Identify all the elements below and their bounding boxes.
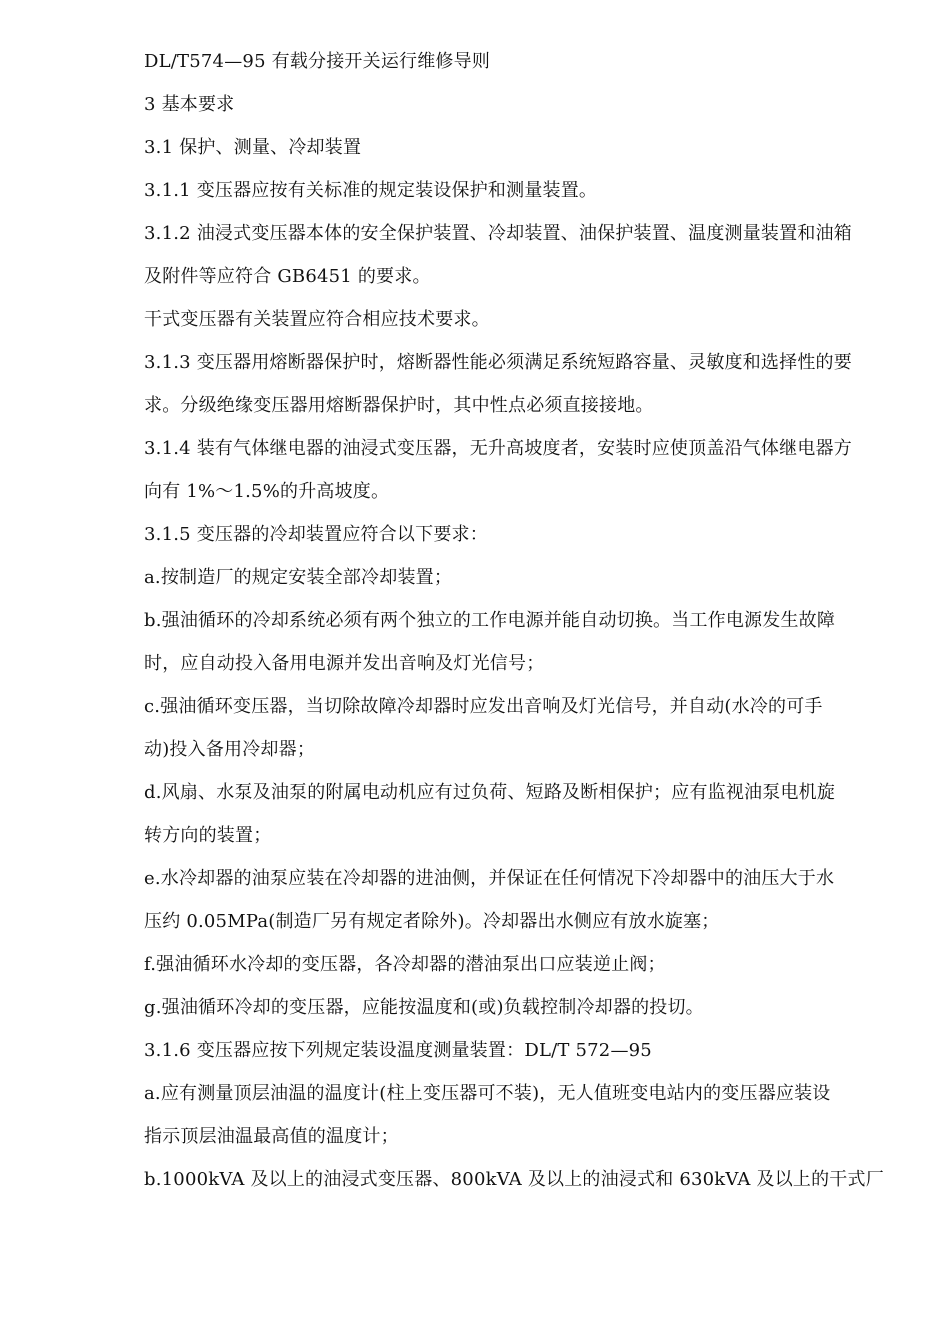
- list-item: b.1000kVA 及以上的油浸式变压器、800kVA 及以上的油浸式和 630kVA 及以上的干式厂: [144, 1169, 884, 1190]
- list-item: f.强油循环水冷却的变压器，各冷却器的潜油泵出口应装逆止阀；: [144, 954, 666, 975]
- list-item: g.强油循环冷却的变压器，应能按温度和(或)负载控制冷却器的投切。: [144, 997, 704, 1018]
- subsection-heading: 3.1 保护、测量、冷却装置: [144, 137, 362, 158]
- text-line: 3.1.3 变压器用熔断器保护时，熔断器性能必须满足系统短路容量、灵敏度和选择性的要: [144, 352, 852, 373]
- list-item: b.强油循环的冷却系统必须有两个独立的工作电源并能自动切换。当工作电源发生故障: [144, 610, 836, 631]
- text-line: 3.1.4 装有气体继电器的油浸式变压器，无升高坡度者，安装时应使顶盖沿气体继电器方: [144, 438, 852, 459]
- document-body: [144, 46, 884, 1207]
- document-title: DL/T574—95 有载分接开关运行维修导则: [144, 51, 491, 72]
- text-line: 求。分级绝缘变压器用熔断器保护时，其中性点必须直接接地。: [144, 395, 654, 416]
- text-line: 3.1.1 变压器应按有关标准的规定装设保护和测量装置。: [144, 180, 598, 201]
- list-item: 动)投入备用冷却器；: [144, 739, 316, 760]
- list-item: e.水冷却器的油泵应装在冷却器的进油侧，并保证在任何情况下冷却器中的油压大于水: [144, 868, 835, 889]
- text-line: 3.1.6 变压器应按下列规定装设温度测量装置：DL/T 572—95: [144, 1040, 652, 1061]
- list-item: 压约 0.05MPa(制造厂另有规定者除外)。冷却器出水侧应有放水旋塞；: [144, 911, 720, 932]
- list-item: d.风扇、水泵及油泵的附属电动机应有过负荷、短路及断相保护；应有监视油泵电机旋: [144, 782, 836, 803]
- list-item: 转方向的装置；: [144, 825, 272, 846]
- list-item: a.按制造厂的规定安装全部冷却装置；: [144, 567, 453, 588]
- list-item: 时，应自动投入备用电源并发出音响及灯光信号；: [144, 653, 545, 674]
- list-item: 指示顶层油温最高值的温度计；: [144, 1126, 399, 1147]
- text-line: 3.1.2 油浸式变压器本体的安全保护装置、冷却装置、油保护装置、温度测量装置和油箱: [144, 223, 852, 244]
- text-line: 及附件等应符合 GB6451 的要求。: [144, 266, 431, 287]
- list-item: a.应有测量顶层油温的温度计(柱上变压器可不装)，无人值班变电站内的变压器应装设: [144, 1083, 831, 1104]
- text-line: 3.1.5 变压器的冷却装置应符合以下要求：: [144, 524, 488, 545]
- text-line: 干式变压器有关装置应符合相应技术要求。: [144, 309, 490, 330]
- section-heading: 3 基本要求: [144, 94, 235, 115]
- list-item: c.强油循环变压器，当切除故障冷却器时应发出音响及灯光信号，并自动(水冷的可手: [144, 696, 823, 717]
- text-line: 向有 1%～1.5%的升高坡度。: [144, 481, 390, 502]
